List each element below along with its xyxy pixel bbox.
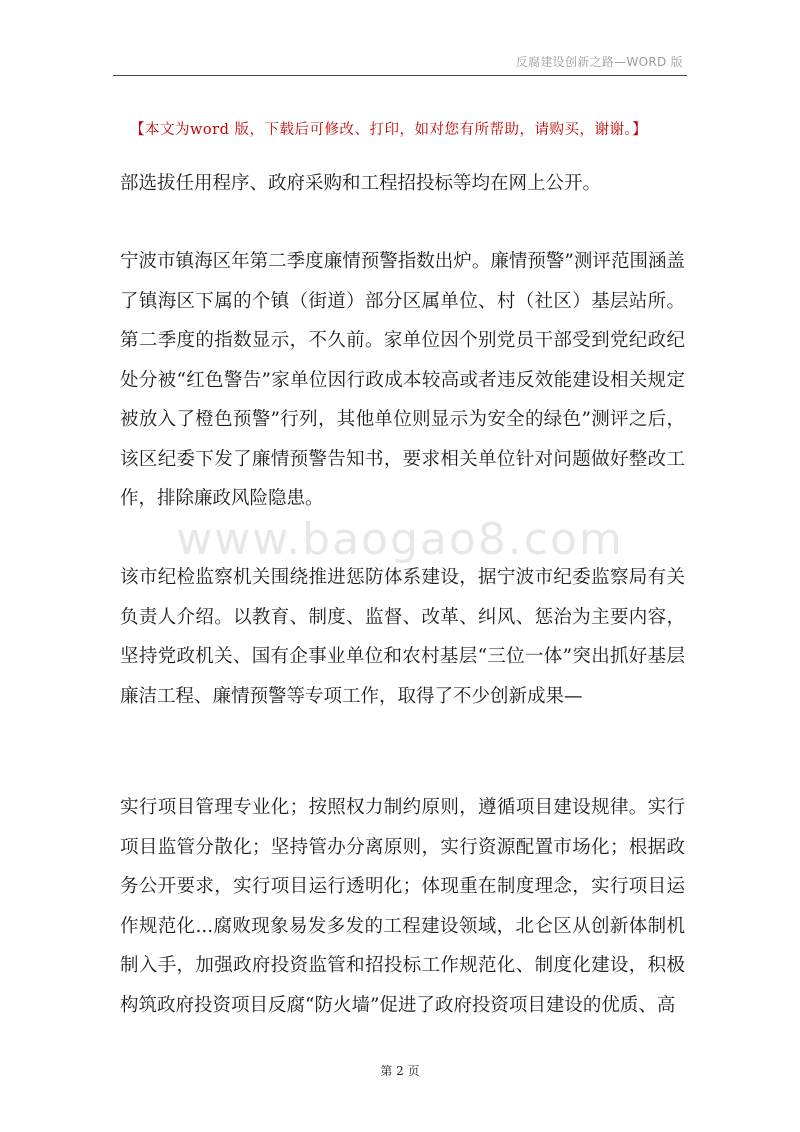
paragraph-3: 该市纪检监察机关围绕推进惩防体系建设，据宁波市纪委监察局有关负责人介绍。以教育、制度、监督、改革、纠风、惩治为主要内容，坚持党政机关、国有企事业单位和农村基层“三位一体”突出抓好基层廉洁工程、廉情预警等专项工作，取得了不少创新成果— [120, 567, 685, 707]
paragraph-1: 部选拔任用程序、政府采购和工程招投标等均在网上公开。 [120, 173, 602, 194]
header-divider [113, 75, 687, 76]
paragraph-4: 实行项目管理专业化；按照权力制约原则，遵循项目建设规律。实行项目监管分散化；坚持管办分离原则，实行资源配置市场化；根据政务公开要求，实行项目运行透明化；体现重在制度理念，实行项目运作规范化...腐败现象易发多发的工程建设领域，北仑区从创新体制机制入手，加强政府投资监管和招投标工作规范化、制度化建设，积极构筑政府投资项目反腐“防火墙”促进了政府投资项目建设的优质、高 [120, 797, 685, 1016]
page-header [0, 0, 800, 78]
download-notice: 【本文为word 版，下载后可修改、打印，如对您有所帮助，请购买，谢谢。】 [130, 122, 648, 138]
watermark: www.baogao8.com [176, 514, 624, 565]
paragraph-2: 宁波市镇海区年第二季度廉情预警指数出炉。廉情预警”测评范围涵盖了镇海区下属的个镇（街道）部分区属单位、村（社区）基层站所。第二季度的指数显示，不久前。家单位因个别党员干部受到党纪政纪处分被“红色警告”家单位因行政成本较高或者违反效能建设相关规定被放入了橙色预警”行列，其他单位则显示为安全的绿色”测评之后，该区纪委下发了廉情预警告知书，要求相关单位针对问题做好整改工作，排除廉政风险隐患。 [120, 251, 685, 509]
header-title: 反腐建设创新之路—WORD 版 [515, 55, 683, 69]
page-number: 第 2 页 [380, 1064, 420, 1078]
